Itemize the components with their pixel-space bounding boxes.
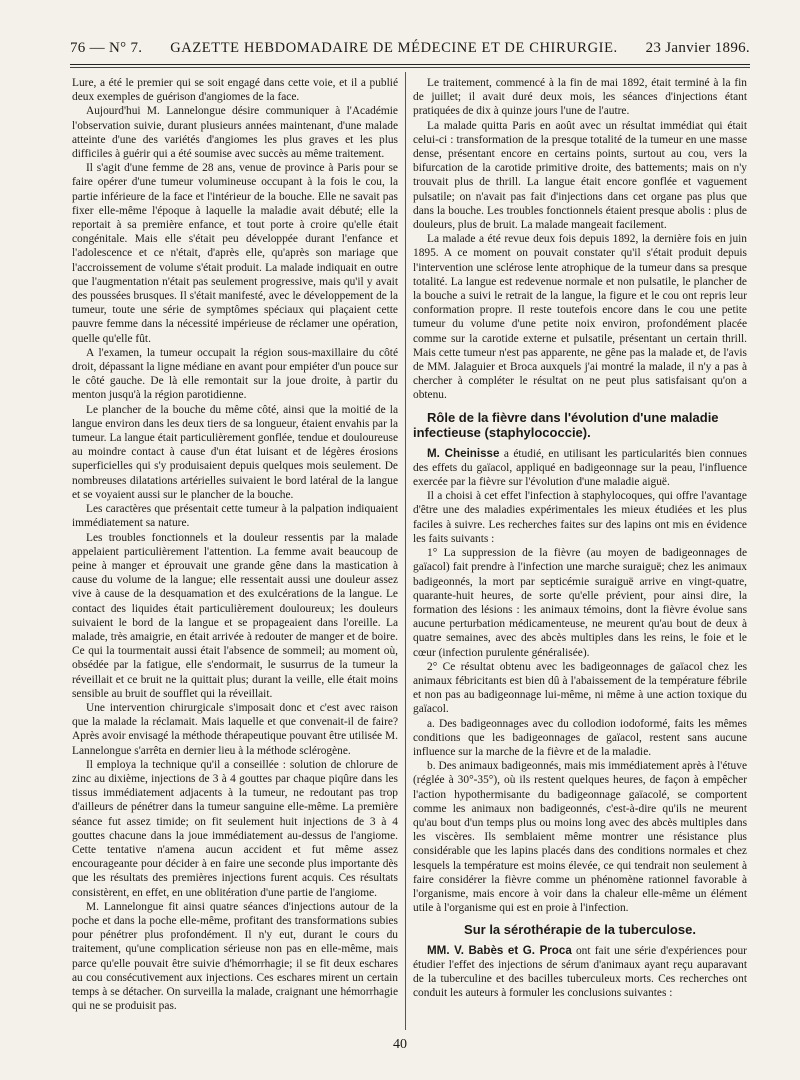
paragraph: 1° La suppression de la fièvre (au moyen de badigeonnages de gaïacol) fait prendre à l'infection une marche suraiguë; chez les animaux badigeonnés, la mort par septicémie suraiguë arrive en vingt-quatre, quarante-huit heures, de sorte qu'elle prévient, pour ainsi dire, la formation des lésions : les animaux témoins, dont la fièvre évolue sans aucune perturbation médicamenteuse, ne meurent qu'au bout de deux à quatre semaines, avec des abcès multiples dans les reins, le foie et le cœur (infection purulente généralisée). bbox=[413, 547, 747, 659]
author-name: M. Cheinisse bbox=[427, 446, 500, 460]
header-rule-thin bbox=[70, 67, 750, 68]
paragraph: Le traitement, commencé à la fin de mai 1892, était terminé à la fin de juillet; il avait duré deux mois, les séances d'injections étant pratiquées de dix à quinze jours l'une de l'autre. bbox=[413, 77, 747, 118]
paragraph: La malade a été revue deux fois depuis 1892, la dernière fois en juin 1895. A ce moment on pouvait constater qu'il s'était produit depuis l'intervention une sclérose lente atrophique de la tumeur dans sa presque totalité. La langue est redevenue normale et non pulsatile, le plancher de la bouche a suivi le retrait de la langue, la figure et le cou ont repris leur conformation propre. Il reste toutefois encore dans le cou une petite tumeur du volume d'une petite noix environ, profondément placée comme sur la carotide externe et pulsatile, présentant un certain thrill. Mais cette tumeur n'est pas apparente, ne gêne pas la malade et, de l'avis de MM. Jalaguier et Broca auxquels j'ai montré la malade, il n'y a pas à chercher à compléter le résultat on ne peut plus satisfaisant qu'on a obtenu. bbox=[413, 233, 747, 402]
paragraph: a. Des badigeonnages avec du collodion iodoformé, faits les mêmes conditions que les badigeonnages de gaïacol, restent sans aucune influence sur la marche de la fièvre et de la maladie. bbox=[413, 717, 747, 758]
paragraph: Lure, a été le premier qui se soit engagé dans cette voie, et il a publié deux exemples de guérison d'angiomes de la face. bbox=[72, 77, 398, 104]
folio-number: 40 bbox=[393, 1037, 407, 1052]
paragraph bbox=[413, 447, 747, 490]
paragraph: Une intervention chirurgicale s'imposait donc et c'est avec raison que la malade la réclamait. Mais laquelle et que convenait-il de faire? Après avoir envisagé la méthode thérapeutique pouvant être utilisée M. Lannelongue s'arrêta en dernier lieu à la méthode sclérogène. bbox=[72, 701, 398, 757]
paragraph: Il employa la technique qu'il a conseillée : solution de chlorure de zinc au dixième, injections de 3 à 4 gouttes par chaque piqûre dans les tissus immédiatement adjacents à la tumeur, ne redoutant pas trop d'ailleurs de pénétrer dans la tumeur sanguine elle-même. La première séance fut assez timide; on fit seulement huit injections de 3 à 4 gouttes chacune dans la joue immédiatement au-dessus de l'angiome. Cette tentative n'amena aucun accident et fut même assez encourageante pour décider à en faire une seconde plus importante dès que les résultats des premières injections furent acquis. Ces résultats consistèrent, en effet, en une oblitération d'une partie de l'angiome. bbox=[72, 758, 398, 899]
left-column bbox=[72, 76, 398, 1013]
page-number: 76 — N° 7. bbox=[70, 40, 143, 56]
paragraph: Aujourd'hui M. Lannelongue désire communiquer à l'Académie l'observation suivie, durant plusieurs années maintenant, d'une malade atteinte d'une des variétés d'angiomes les plus graves et les plus difficiles à guérir qui a été soumise avec succès au même traitement. bbox=[72, 105, 398, 161]
paragraph: Le plancher de la bouche du même côté, ainsi que la moitié de la langue environ dans les deux tiers de sa longueur, étaient envahis par la tumeur. La langue était particulièrement gonflée, tendue et douloureuse au moindre contact à cause d'un état luisant et de légères érosions superficielles qui s'y produisaient depuis quelques mois seulement. De nombreuses dilatations artérielles suivaient le bord latéral de la langue et se voyaient aussi sur le plancher de la bouche. bbox=[72, 403, 398, 501]
paragraph: A l'examen, la tumeur occupait la région sous-maxillaire du côté droit, dépassant la ligne médiane en avant pour empiéter d'un pouce sur le côté gauche. De là elle remontait sur la joue droite, à partir du menton jusqu'à la région parotidienne. bbox=[72, 346, 398, 402]
paragraph: Il s'agit d'une femme de 28 ans, venue de province à Paris pour se faire opérer d'une tumeur volumineuse occupant à la fois le cou, la partie inférieure de la face et l'intérieur de la bouche. Elle ne savait pas fixer elle-même l'époque à laquelle la maladie avait débuté; elle la reportait à sa première enfance, et tout porte à croire qu'elle était congénitale. Mais elle s'était peu développée durant l'enfance et l'adolescence et ce n'était, d'après elle, qu'après son mariage que l'accroissement de volume s'était produit. La malade indiquait en outre que l'augmentation n'était pas seulement progressive, mais qu'il y avait des poussées brusques. Il s'était manifesté, avec le développement de la tumeur, toute une série de symptômes spéciaux qui plaçaient cette pauvre femme dans la nécessité impérieuse de réclamer une opération, quelle qu'elle fût. bbox=[72, 162, 398, 345]
header-rule bbox=[70, 64, 750, 65]
paragraph: Les caractères que présentait cette tumeur à la palpation indiquaient immédiatement sa nature. bbox=[72, 503, 398, 530]
paragraph-text: a étudié, en utilisant les particularités bien connues des effets du gaïacol, appliqué en badigeonnage sur la peau, l'influence exercée par la fièvre sur l'évolution d'une maladie aiguë. bbox=[413, 447, 747, 489]
author-name: MM. V. Babès et G. Proca bbox=[427, 943, 572, 957]
paragraph: b. Des animaux badigeonnés, mais mis immédiatement après à l'étuve (réglée à 30°-35°), où ils restent quelques heures, de façon à empêcher l'action hypothermisante du badigeonnage gaïacolé, se comportent comme les animaux non badigeonnés, c'est-à-dire qu'ils ne meurent qu'au bout d'un temps plus ou moins long avec des abcès multiples dans les viscères. Ils semblaient même montrer une résistance plus considérable que les lapins placés dans des conditions normales et chez lesquels la température est moins élevée, ce qui tendrait non seulement à faire considérer la fièvre comme un phénomène rationnel favorable à l'organisme, mais encore à voir dans la chaleur elle-même un élément utile à l'organisme qui est en proie à l'infection. bbox=[413, 760, 747, 915]
column-divider bbox=[405, 72, 406, 1030]
paragraph: La malade quitta Paris en août avec un résultat immédiat qui était celui-ci : transformation de la presque totalité de la tumeur en une masse dense, présentant encore en certains points, surtout au cou, vers la bifurcation de la carotide primitive droite, des battements; mais on n'y trouvait plus de thrill. La langue était encore gonflée et vaguement pulsatile; on n'avait pas fait d'injections dans cet organe pas plus que dans la bouche. Les troubles fonctionnels étaient presque abolis : plus de douleurs, plus de bruit. La malade mangeait facilement. bbox=[413, 119, 747, 232]
paragraph bbox=[413, 944, 747, 1001]
paragraph: Les troubles fonctionnels et la douleur ressentis par la malade appelaient particulièrement l'attention. La femme avait beaucoup de peine à manger et éprouvait une grande gêne dans la mastication à cause du volume de la langue; elle ressentait aussi une douleur assez vive à cause de la desquamation et des exulcérations de la langue. Le contact des liquides était particulièrement douloureux; les douleurs suivaient le bord de la langue et se propageaient dans l'oreille. La malade, très amaigrie, en était arrivée à redouter de manger et de boire. Ce qui la tourmentait aussi était l'absence de sommeil; au moment où, obsédée par la fatigue, elle s'endormait, le susurrus de la tumeur la réveillait et ce bruit ne la quittait plus; durant la veille, elle était moins sensible au bruit de soufflet qui la réveillait. bbox=[72, 531, 398, 700]
paragraph: M. Lannelongue fit ainsi quatre séances d'injections autour de la poche et dans la poche elle-même, profitant des transformations subies pour pénétrer plus profondément. Il n'y eut, durant le cours du traitement, qu'une complication sérieuse non pas en elle-même, mais parce qu'elle pouvait être suivie d'hémorrhagie; il se fit deux eschares au cou consécutivement aux injections. Ces eschares mirent un certain temps à se détacher. On surveilla la malade, craignant une hémorrhagie qui ne se produisit pas. bbox=[72, 900, 398, 1013]
right-column bbox=[413, 76, 747, 1001]
issue-date: 23 Janvier 1896. bbox=[645, 40, 750, 56]
section-heading: Sur la sérothérapie de la tuberculose. bbox=[464, 922, 696, 938]
section-heading: Rôle de la fièvre dans l'évolution d'une maladie infectieuse (staphylococcie). bbox=[413, 409, 719, 441]
paragraph: 2° Ce résultat obtenu avec les badigeonnages de gaïacol chez les animaux fébricitants est bien dû à l'abaissement de la température fébrile et non pas au badigeonnage lui-même, ni même à une action toxique du gaïacol. bbox=[413, 660, 747, 716]
journal-title: GAZETTE HEBDOMADAIRE DE MÉDECINE ET DE CHIRURGIE. bbox=[170, 40, 618, 56]
paragraph-text: ont fait une série d'expériences pour étudier l'effet des injections de sérum d'animaux ayant reçu auparavant de la tuberculine et des bacilles tuberculeux morts. Ces recherches ont conduit les auteurs à formuler les conclusions suivantes : bbox=[413, 944, 747, 1000]
page-header bbox=[70, 40, 750, 62]
paragraph: Il a choisi à cet effet l'infection à staphylocoques, qui offre l'avantage d'être une des maladies expérimentales les mieux étudiées et les plus faciles à suivre. Les recherches faites sur des lapins ont mis en évidence les faits suivants : bbox=[413, 490, 747, 545]
